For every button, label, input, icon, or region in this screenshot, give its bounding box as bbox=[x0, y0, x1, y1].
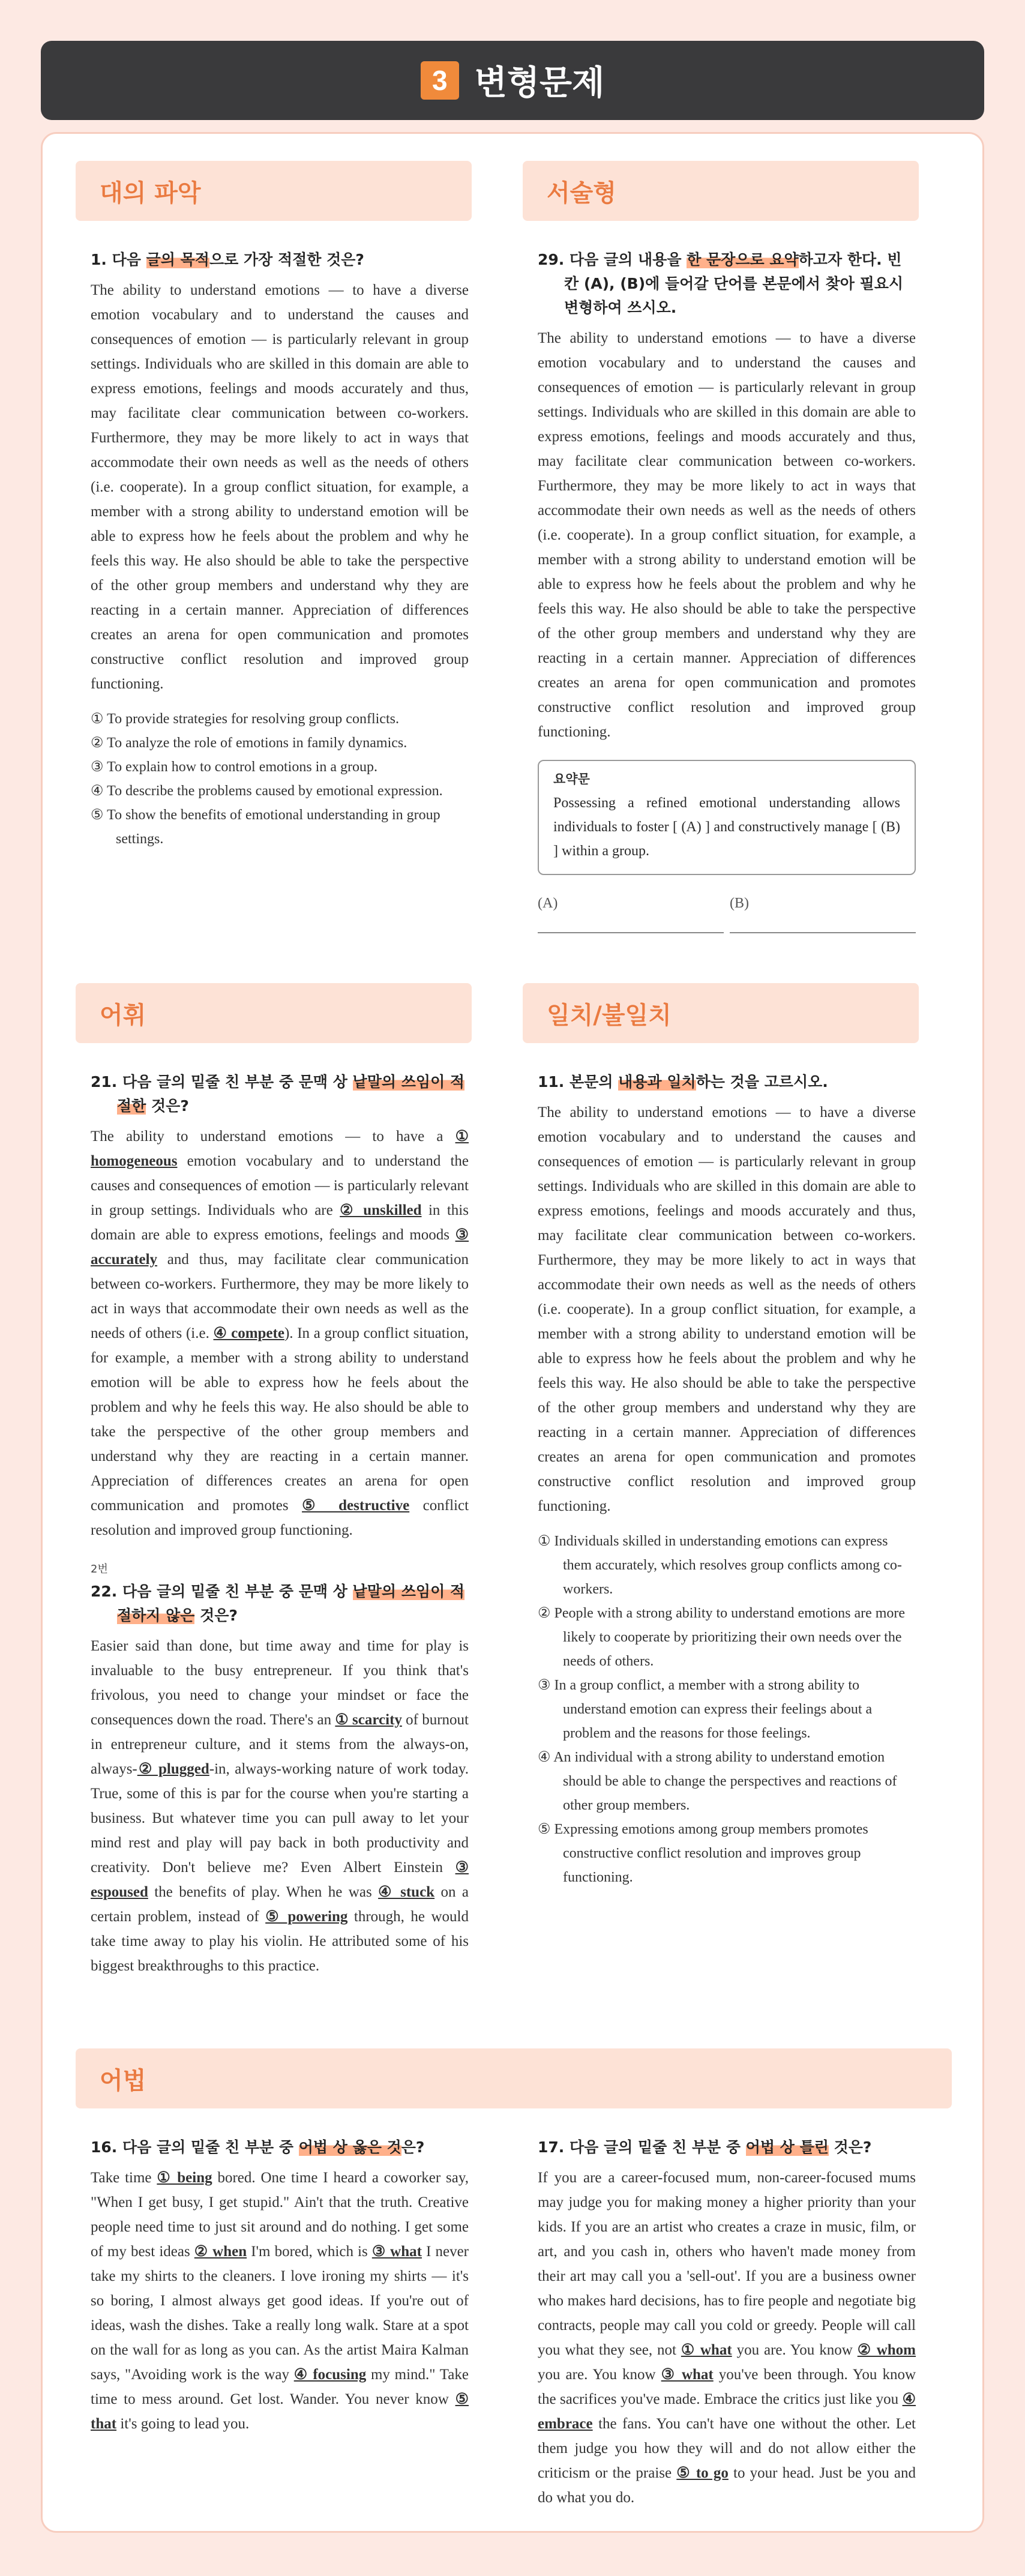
banner-number-badge: 3 bbox=[421, 61, 459, 100]
answer-blanks bbox=[538, 895, 916, 933]
question-22-passage: Easier said than done, but time away and time for play is invaluable to the busy entrepreneur. If you think that's frivolous, you need to change your mindset or face the consequences down the road. There's an ① scarcity of burnout in entrepreneur culture, and it stems from the always-on, always-② plugged-in, always-working nature of work today. True, some of this is par for the course when you're starting a business. But whatever time you can pull away to let your mind rest and play will pay back in both productivity and creativity. Don't believe me? Even Albert Einstein ③ espoused the benefits of play. When he was ④ stuck on a certain problem, instead of ⑤ powering through, he would take time away to play his violin. He attributed some of his biggest breakthroughs to this practice. bbox=[91, 1638, 469, 1974]
marked-word: ③ espoused bbox=[91, 1859, 469, 1900]
page-banner bbox=[41, 41, 984, 120]
question-17 bbox=[538, 2135, 916, 2510]
summary-box bbox=[538, 760, 916, 875]
marked-word: ② plugged bbox=[137, 1761, 209, 1777]
section-header-match: 일치/불일치 bbox=[523, 983, 919, 1043]
banner-title: 변형문제 bbox=[474, 64, 605, 103]
marked-word: ③ what bbox=[371, 2243, 422, 2260]
section-header-main-idea: 대의 파악 bbox=[76, 161, 472, 221]
option[interactable]: ⑤ Expressing emotions among group members promotes constructive conflict resolution and improves group functioning. bbox=[538, 1822, 868, 1885]
marked-word: ② whom bbox=[857, 2342, 916, 2358]
question-16 bbox=[91, 2135, 469, 2436]
option[interactable]: ⑤ To show the benefits of emotional understanding in group settings. bbox=[91, 807, 440, 847]
question-1-passage: The ability to understand emotions — to have a diverse emotion vocabulary and to understand the causes and consequences of emotion — is particularly relevant in group settings. Individuals who are skilled in this domain are able to express emotions, feelings and moods accurately and thus, may facilitate clear communication between co-workers. Furthermore, they may be more likely to act in ways that accommodate their own needs as well as the needs of others (i.e. cooperate). In a group conflict situation, for example, a member with a strong ability to understand emotion will be able to express how he feels about the problem and why he feels this way. He also should be able to take the perspective of the other group members and understand why they are reacting in a certain manner. Appreciation of differences creates an arena for open communication and promotes constructive conflict resolution and improved group functioning. bbox=[91, 282, 469, 692]
content-card bbox=[41, 132, 984, 2533]
marked-word: ① being bbox=[157, 2170, 212, 2186]
marked-word: ⑤ that bbox=[91, 2391, 469, 2432]
question-1-prompt: 1. 다음 글의 목적으로 가장 적절한 것은? bbox=[91, 251, 364, 268]
question-11 bbox=[538, 1070, 916, 1889]
question-29 bbox=[538, 248, 916, 933]
question-21 bbox=[91, 1070, 469, 1978]
marked-word: ③ accurately bbox=[91, 1227, 469, 1268]
marked-word: ① homogeneous bbox=[91, 1128, 469, 1169]
question-17-passage: If you are a career-focused mum, non-career-focused mums may judge you for making money a higher priority than your kids. If you are an artist who creates a craze in music, film, or art, and you cash in, others who haven't made money from their art may call you a 'sell-out'. If you are a business owner who makes hard decisions, has to fire people and negotiate big contracts, people may call you cold or greedy. People will call you what they see, not ① what you are. You know ② whom you are. You know ③ what you've been through. You know the sacrifices you've made. Embrace the critics just like you ④ embrace the fans. You can't have one without the other. Let them judge you how they will and do not allow either the criticism or the praise ⑤ to go to your head. Just be you and do what you do. bbox=[538, 2170, 916, 2506]
marked-word: ② when bbox=[194, 2243, 247, 2260]
question-22-tag: 2번 bbox=[91, 1563, 108, 1575]
question-11-prompt: 11. 본문의 내용과 일치하는 것을 고르시오. bbox=[538, 1073, 828, 1091]
question-16-prompt: 16. 다음 글의 밑줄 친 부분 중 어법 상 옳은 것은? bbox=[91, 2138, 425, 2156]
question-22-prompt: 22. 다음 글의 밑줄 친 부분 중 문맥 상 낱말의 쓰임이 적절하지 않은 것은? bbox=[91, 1583, 465, 1624]
option[interactable]: ④ To describe the problems caused by emotional expression. bbox=[91, 783, 443, 799]
answer-b-field[interactable]: (B) bbox=[730, 895, 916, 933]
question-16-passage: Take time ① being bored. One time I heard a coworker say, "When I get busy, I get stupid." Ain't that the truth. Creative people need time to just sit around and do nothing. I get some of my best ideas ② when I'm bored, which is ③ what I never take my shirts to the cleaners. I love ironing my shirts — it's so boring, I almost always get good ideas. If you're out of ideas, wash the dishes. Take a really long walk. Stare at a spot on the wall for as long as you can. As the artist Maira Kalman says, "Avoiding work is the way ④ focusing my mind." Take time to mess around. Get lost. Wander. You never know ⑤ that it's going to lead you. bbox=[91, 2170, 469, 2432]
question-11-options bbox=[538, 1529, 916, 1889]
summary-text: Possessing a refined emotional understanding allows individuals to foster [ (A) ] and constructively manage [ (B) ] within a group. bbox=[553, 795, 900, 859]
marked-word: ④ stuck bbox=[378, 1884, 435, 1900]
marked-word: ⑤ powering bbox=[265, 1909, 348, 1925]
marked-word: ⑤ to go bbox=[676, 2465, 729, 2481]
question-21-prompt: 21. 다음 글의 밑줄 친 부분 중 문맥 상 낱말의 쓰임이 적절한 것은? bbox=[91, 1073, 465, 1115]
marked-word: ③ what bbox=[661, 2367, 714, 2383]
option[interactable]: ③ In a group conflict, a member with a strong ability to understand emotion can express their feelings about a problem and the reasons for those feelings. bbox=[538, 1678, 873, 1741]
marked-word: ⑤ destructive bbox=[302, 1497, 410, 1514]
answer-a-field[interactable]: (A) bbox=[538, 895, 724, 933]
question-17-prompt: 17. 다음 글의 밑줄 친 부분 중 어법 상 틀린 것은? bbox=[538, 2138, 872, 2156]
marked-word: ① scarcity bbox=[335, 1712, 402, 1728]
marked-word: ② unskilled bbox=[340, 1202, 422, 1218]
question-21-passage: The ability to understand emotions — to have a ① homogeneous emotion vocabulary and to understand the causes and consequences of emotion — is particularly relevant in group settings. Individuals who are ② unskilled in this domain are able to express emotions, feelings and moods ③ accurately and thus, may facilitate clear communication between co-workers. Furthermore, they may be more likely to act in ways that accommodate their own needs as well as the needs of others (i.e. ④ compete). In a group conflict situation, for example, a member with a strong ability to understand emotion will be able to express how he feels about the problem and why he feels this way. He also should be able to take the perspective of the other group members and understand why they are reacting in a certain manner. Appreciation of differences creates an arena for open communication and promotes ⑤ destructive conflict resolution and improved group functioning. bbox=[91, 1128, 469, 1538]
option[interactable]: ① To provide strategies for resolving group conflicts. bbox=[91, 711, 399, 727]
marked-word: ④ focusing bbox=[293, 2367, 367, 2383]
option[interactable]: ① Individuals skilled in understanding emotions can express them accurately, which resolves group conflicts among co-workers. bbox=[538, 1533, 902, 1597]
marked-word: ④ embrace bbox=[538, 2391, 916, 2432]
question-1 bbox=[91, 248, 469, 851]
option[interactable]: ② To analyze the role of emotions in family dynamics. bbox=[91, 735, 407, 751]
option[interactable]: ④ An individual with a strong ability to understand emotion should be able to change the perspectives and reactions of other group members. bbox=[538, 1750, 897, 1813]
marked-word: ① what bbox=[681, 2342, 732, 2358]
option[interactable]: ③ To explain how to control emotions in a group. bbox=[91, 759, 377, 775]
section-header-vocab: 어휘 bbox=[76, 983, 472, 1043]
summary-label: 요약문 bbox=[553, 772, 590, 786]
question-11-passage: The ability to understand emotions — to have a diverse emotion vocabulary and to understand the causes and consequences of emotion — is particularly relevant in group settings. Individuals who are skilled in this domain are able to express emotions, feelings and moods accurately and thus, may facilitate clear communication between co-workers. Furthermore, they may be more likely to act in ways that accommodate their own needs as well as the needs of others (i.e. cooperate). In a group conflict situation, for example, a member with a strong ability to understand emotion will be able to express how he feels about the problem and why he feels this way. He also should be able to take the perspective of the other group members and understand why they are reacting in a certain manner. Appreciation of differences creates an arena for open communication and promotes constructive conflict resolution and improved group functioning. bbox=[538, 1104, 916, 1514]
option[interactable]: ② People with a strong ability to understand emotions are more likely to cooperate by prioritizing their own needs over the needs of others. bbox=[538, 1605, 906, 1669]
section-header-grammar: 어법 bbox=[76, 2048, 952, 2108]
marked-word: ④ compete bbox=[213, 1325, 284, 1341]
question-29-prompt: 29. 다음 글의 내용을 한 문장으로 요약하고자 한다. 빈칸 (A), (B)에 들어갈 단어를 본문에서 찾아 필요시 변형하여 쓰시오. bbox=[538, 251, 904, 316]
question-29-passage: The ability to understand emotions — to have a diverse emotion vocabulary and to understand the causes and consequences of emotion — is particularly relevant in group settings. Individuals who are skilled in this domain are able to express emotions, feelings and moods accurately and thus, may facilitate clear communication between co-workers. Furthermore, they may be more likely to act in ways that accommodate their own needs as well as the needs of others (i.e. cooperate). In a group conflict situation, for example, a member with a strong ability to understand emotion will be able to express how he feels about the problem and why he feels this way. He also should be able to take the perspective of the other group members and understand why they are reacting in a certain manner. Appreciation of differences creates an arena for open communication and promotes constructive conflict resolution and improved group functioning. bbox=[538, 330, 916, 740]
section-header-descriptive: 서술형 bbox=[523, 161, 919, 221]
question-1-options bbox=[91, 707, 469, 851]
